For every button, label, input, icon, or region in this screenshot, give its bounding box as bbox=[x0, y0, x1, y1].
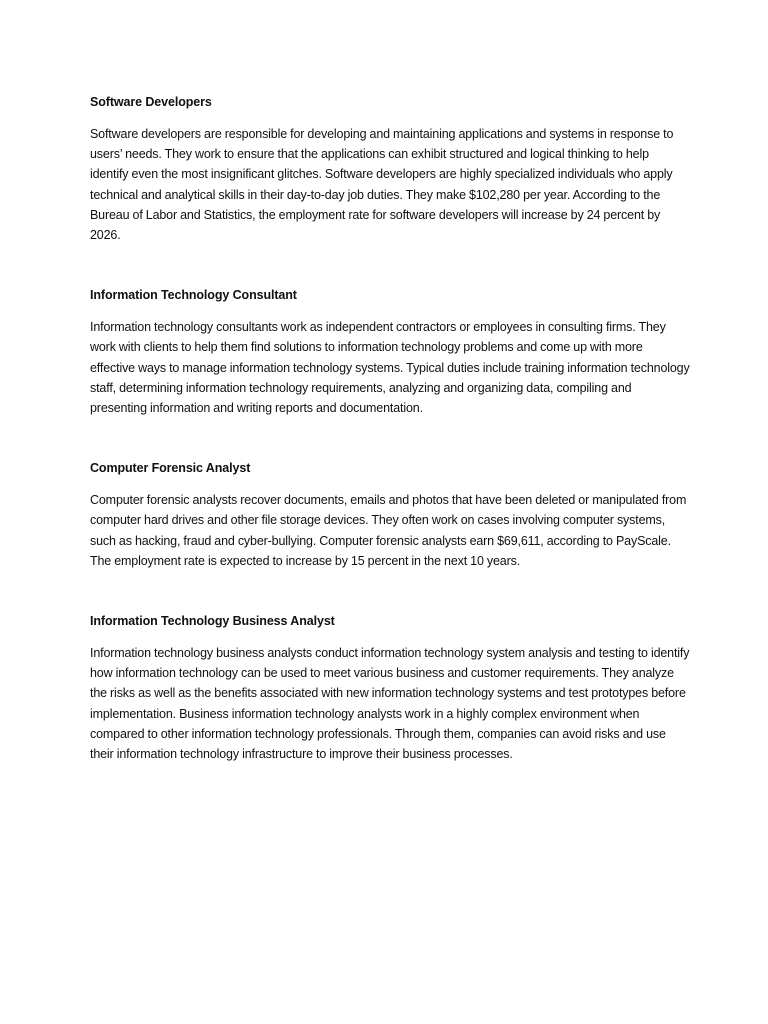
section-it-business-analyst bbox=[90, 611, 690, 764]
document-page bbox=[90, 92, 690, 764]
section-computer-forensic-analyst bbox=[90, 458, 690, 571]
section-software-developers bbox=[90, 92, 690, 245]
section-body: Information technology business analysts conduct information technology system analysis and testing to identify how information technology can be used to meet various business and customer requirements. They analyze the risks as well as the benefits associated with new information technology systems and test prototypes before implementation. Business information technology analysts work in a highly complex environment when compared to other information technology professionals. Through them, companies can avoid risks and use their information technology infrastructure to improve their business processes. bbox=[90, 646, 690, 762]
section-heading: Information Technology Consultant bbox=[90, 288, 297, 303]
section-heading: Information Technology Business Analyst bbox=[90, 614, 335, 629]
section-body: Information technology consultants work as independent contractors or employees in consulting firms. They work with clients to help them find solutions to information technology problems and come up with more effective ways to manage information technology systems. Typical duties include training information technology staff, determining information technology requirements, analyzing and organizing data, compiling and presenting information and writing reports and documentation. bbox=[90, 320, 690, 416]
section-heading: Software Developers bbox=[90, 95, 212, 109]
section-body: Computer forensic analysts recover documents, emails and photos that have been deleted or manipulated from computer hard drives and other file storage devices. They often work on cases involving computer systems, such as hacking, fraud and cyber-bullying. Computer forensic analysts earn $69,611, according to PayScale. The employment rate is expected to increase by 15 percent in the next 10 years. bbox=[90, 493, 687, 568]
section-heading: Computer Forensic Analyst bbox=[90, 461, 251, 476]
section-it-consultant bbox=[90, 285, 690, 418]
section-body: Software developers are responsible for developing and maintaining applications and systems in response to users’ needs. They work to ensure that the applications can exhibit structured and logical thinking to help identify even the most insignificant glitches. Software developers are highly specialized individuals who apply technical and analytical skills in their day-to-day job duties. They make $102,280 per year. According to the Bureau of Labor and Statistics, the employment rate for software developers will increase by 24 percent by 2026. bbox=[90, 127, 674, 243]
